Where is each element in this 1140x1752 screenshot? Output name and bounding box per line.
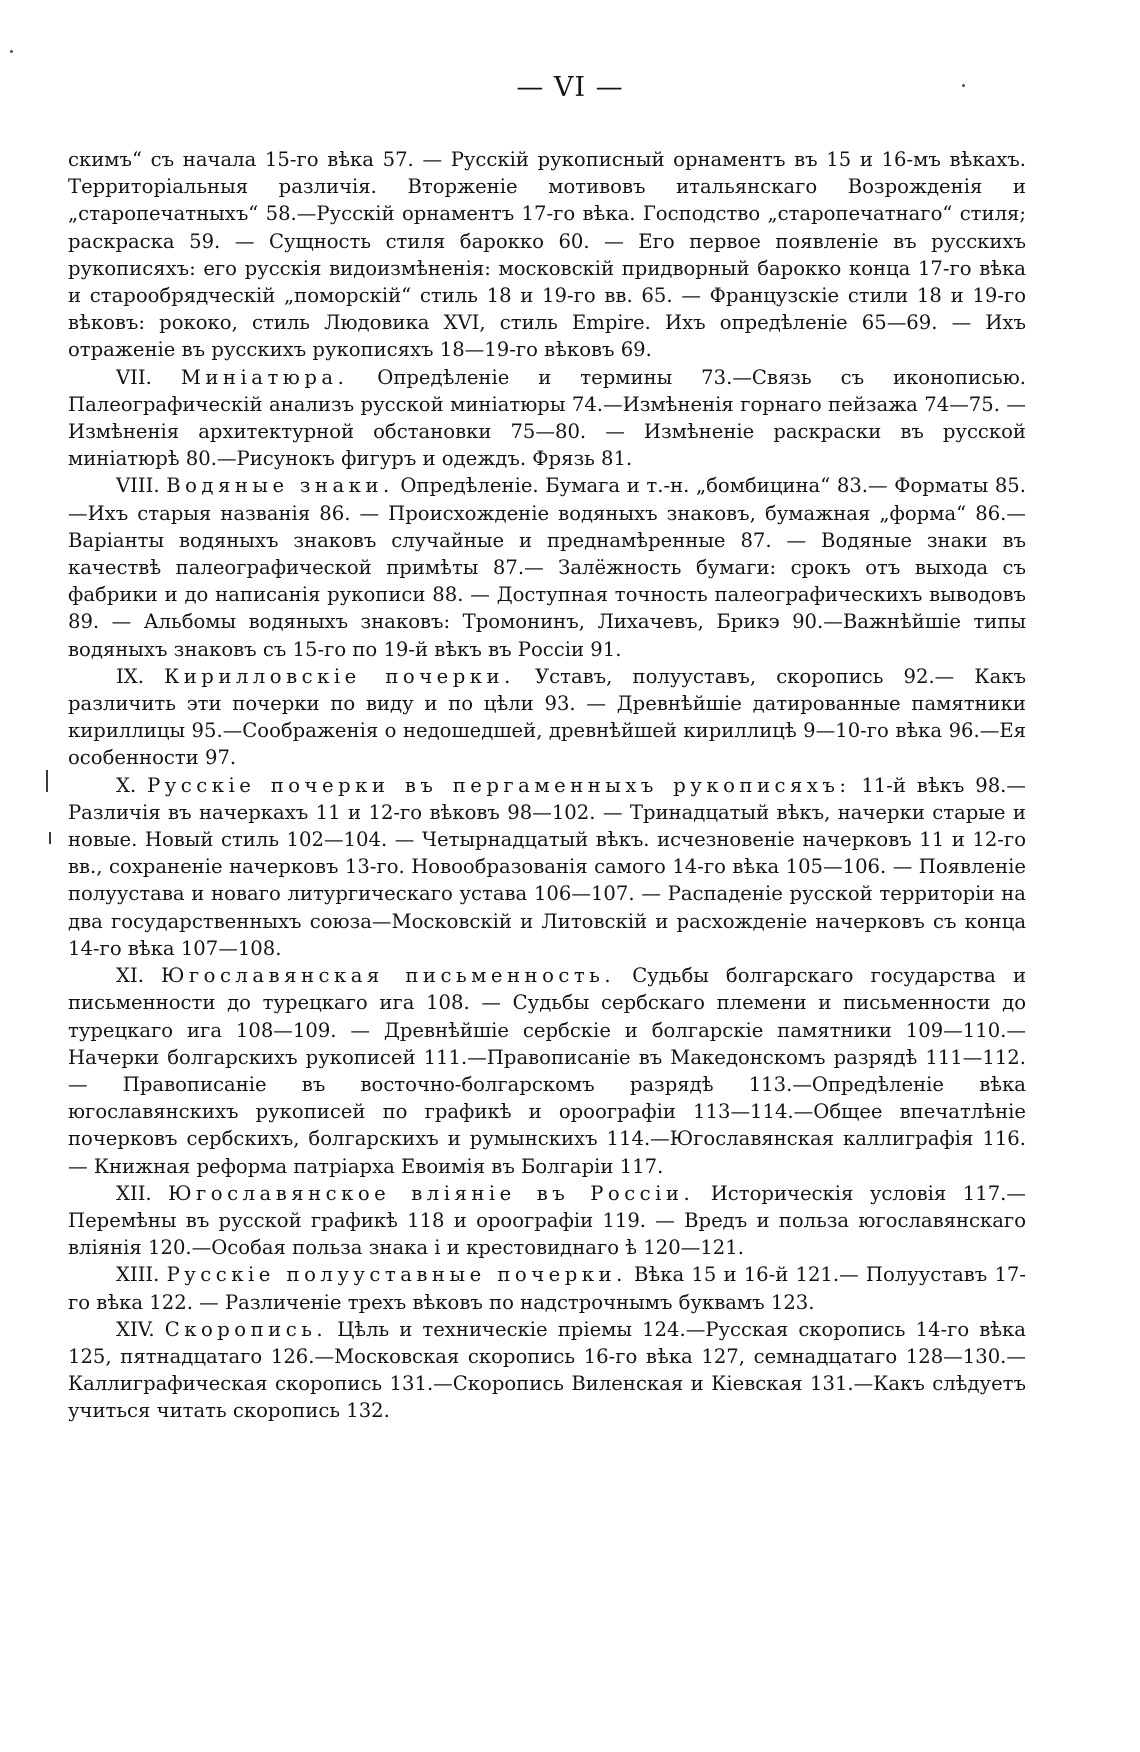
section-title: Русскіе почерки въ пергаменныхъ рукописяхъ: xyxy=(147,773,851,797)
section-numeral: XI. xyxy=(116,964,144,988)
section-text: Судьбы болгарскаго государства и письменности до турецкаго ига 108. — Судьбы сербскаго племени и письменности до турецкаго ига 108—109. — Древнѣйшіе сербскіе и болгарскіе памятники 109—110.—Начерки болгарскихъ рукописей 111.—Правописаніе въ Македонскомъ разрядѣ 111—112. — Правописаніе въ восточно-болгарскомъ разрядѣ 113.—Опредѣленіе вѣка югославянскихъ рукописей по графикѣ и ороографіи 113—114.—Общее впечатлѣніе почерковъ сербскихъ, болгарскихъ и румынскихъ 114.—Югославянская каллиграфія 116. — Книжная реформа патріарха Евоимія въ Болгаріи 117. xyxy=(68,964,1027,1178)
section-xi xyxy=(68,962,1026,1180)
section-numeral: IX. xyxy=(116,664,144,688)
margin-dot xyxy=(10,50,13,53)
section-numeral: VIII. xyxy=(116,474,160,498)
section-xii xyxy=(68,1180,1026,1262)
section-xiv xyxy=(68,1316,1026,1425)
section-title: Югославянская письменность. xyxy=(161,964,616,988)
section-continued xyxy=(68,146,1026,364)
section-text: Опредѣленіе. Бумага и т.-н. „бомбицина“ 83.— Форматы 85.—Ихъ старыя названія 86. — Происхожденіе водяныхъ знаковъ, бумажная „форма“ 86.—Варіанты водяныхъ знаковъ случайные и преднамѣренные 87. — Водяные знаки въ качествѣ палеографической примѣты 87.— Залёжность бумаги: срокъ отъ выхода съ фабрики и до написанія рукописи 88. — Доступная точность палеографическихъ выводовъ 89. — Альбомы водяныхъ знаковъ: Тромонинъ, Лихачевъ, Брикэ 90.—Важнѣйшіе типы водяныхъ знаковъ съ 15-го по 19-й вѣкъ въ Россіи 91. xyxy=(68,474,1026,661)
section-viii xyxy=(68,472,1026,662)
section-text: Вѣка 15 и 16-й 121.— Полууставъ 17-го вѣка 122. — Различеніе трехъ вѣковъ по надстрочнымъ буквамъ 123. xyxy=(68,1263,1026,1314)
section-text: 11-й вѣкъ 98.—Различія въ начеркахъ 11 и 12-го вѣковъ 98—102. — Тринадцатый вѣкъ, начерки старые и новые. Новый стиль 102—104. — Четырнадцатый вѣкъ. исчезновеніе начерковъ 11 и 12-го вв., сохраненіе начерковъ 13-го. Новообразованія самого 14-го вѣка 105—106. — Появленіе полуустава и новаго литургическаго устава 106—107. — Распаденіе русской территоріи на два государственныхъ союза—Московскій и Литовскій и расхожденіе начерковъ съ конца 14-го вѣка 107—108. xyxy=(68,773,1026,960)
section-numeral: XIV. xyxy=(116,1317,155,1341)
section-ix xyxy=(68,663,1026,772)
section-title: Водяные знаки. xyxy=(166,474,394,498)
section-numeral: XII. xyxy=(116,1181,152,1205)
section-title: Русскіе полууставные почерки. xyxy=(166,1263,627,1287)
section-text: скимъ“ съ начала 15-го вѣка 57. — Русскій рукописный орнаментъ въ 15 и 16-мъ вѣкахъ. Территоріальныя различія. Вторженіе мотивовъ итальянскаго Возрожденія и „старопечатныхъ“ 58.—Русскій орнаментъ 17-го вѣка. Господство „старопечатнаго“ стиля; раскраска 59. — Сущность стиля барокко 60. — Его первое появленіе въ русскихъ рукописяхъ: его русскія видоизмѣненія: московскій придворный барокко конца 17-го вѣка и старообрядческій „поморскій“ стиль 18 и 19-го вв. 65. — Французскіе стили 18 и 19-го вѣковъ: рококо, стиль Людовика XVI, стиль Empire. Ихъ опредѣленіе 65—69. — Ихъ отраженіе въ русскихъ рукописяхъ 18—19-го вѣковъ 69. xyxy=(68,148,1026,362)
section-title: Скоропись. xyxy=(164,1317,328,1341)
section-title: Кирилловскіе почерки. xyxy=(164,664,515,688)
margin-mark xyxy=(46,770,48,792)
section-vii xyxy=(68,364,1026,473)
section-numeral: X. xyxy=(116,773,137,797)
section-title: Югославянское вліяніе въ Россіи. xyxy=(168,1181,695,1205)
section-numeral: XIII. xyxy=(116,1263,160,1287)
margin-mark xyxy=(49,832,51,844)
section-text: Цѣль и техническіе пріемы 124.—Русская скоропись 14-го вѣка 125, пятнадцатаго 126.—Московская скоропись 16-го вѣка 127, семнадцатаго 128—130.—Каллиграфическая скоропись 131.—Скоропись Виленская и Кіевская 131.—Какъ слѣдуетъ учиться читать скоропись 132. xyxy=(68,1317,1026,1423)
section-numeral: VII. xyxy=(116,365,152,389)
page-number: — VI — xyxy=(516,72,624,103)
section-x xyxy=(68,772,1026,962)
section-xiii xyxy=(68,1261,1026,1315)
table-of-contents-text xyxy=(68,146,1026,1425)
section-text: Уставъ, полууставъ, скоропись 92.— Какъ различить эти почерки по виду и по цѣли 93. — Древнѣйшіе датированные памятники кириллицы 95.—Соображенія о недошедшей, древнѣйшей кириллицѣ 9—10-го вѣка 96.—Ея особенности 97. xyxy=(68,664,1026,770)
section-text: Опредѣленіе и термины 73.—Связь съ иконописью. Палеографическій анализъ русской миніатюры 74.—Измѣненія горнаго пейзажа 74—75. — Измѣненія архитектурной обстановки 75—80. — Измѣненіе раскраски въ русской миніатюрѣ 80.—Рисунокъ фигуръ и одеждъ. Фрязь 81. xyxy=(68,365,1026,471)
section-text: Историческія условія 117.—Перемѣны въ русской графикѣ 118 и ороографіи 119. — Вредъ и польза югославянскаго вліянія 120.—Особая польза знака і и крестовиднаго ѣ 120—121. xyxy=(68,1181,1026,1260)
section-title: Миніатюра. xyxy=(180,365,349,389)
